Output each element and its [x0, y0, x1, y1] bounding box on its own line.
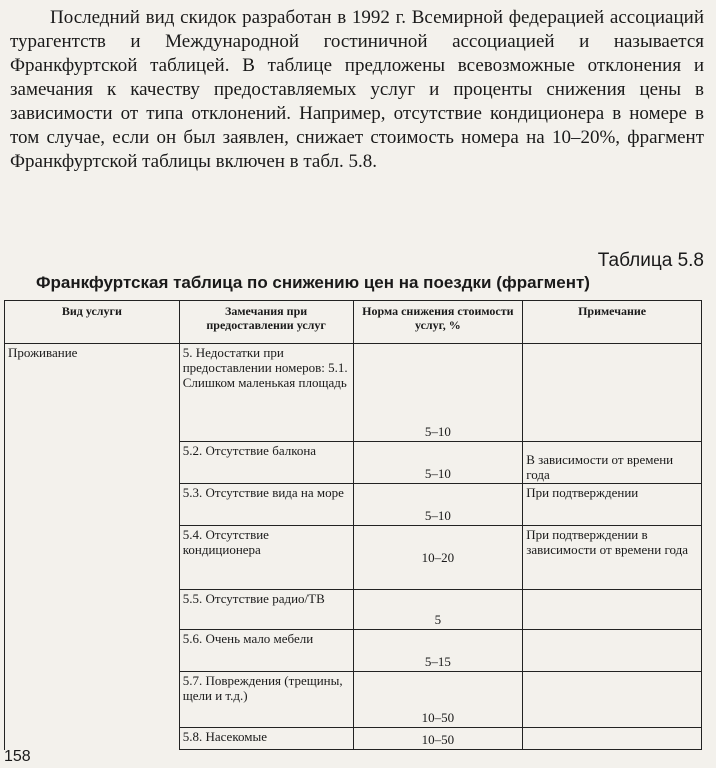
header-note: Примечание [523, 301, 702, 344]
note-cell [523, 630, 702, 672]
header-remarks: Замечания при предоставлении услуг [179, 301, 353, 344]
table-number: Таблица 5.8 [597, 250, 704, 271]
norm-cell: 10–20 [353, 526, 523, 590]
intro-paragraph: Последний вид скидок разработан в 1992 г. Всемирной федерацией ассоциаций турагентств и Международной гостиничной ассоциацией и называется Франкфуртской таблицей. В таблице предложены всевозможные отклонения и замечания к качеству предоставляемых услуг и проценты снижения цены в зависимости от типа отклонений. Например, отсутствие кондиционера в номере в том случае, если он был заявлен, снижает стоимость номера на 10–20%, фрагмент Франкфуртской таблицы включен в табл. 5.8. [10, 7, 704, 172]
page-number: 158 [4, 748, 31, 765]
norm-cell: 5–10 [353, 344, 523, 442]
note-cell: В зависимости от времени года [523, 442, 702, 484]
remark-cell: 5.5. Отсутствие радио/ТВ [179, 590, 353, 630]
norm-cell: 10–50 [353, 728, 523, 750]
remark-cell: 5.8. Насекомые [179, 728, 353, 750]
norm-cell: 5–15 [353, 630, 523, 672]
remark-cell: 5. Недостатки при предоставлении номеров: 5.1. Слишком маленькая площадь [179, 344, 353, 442]
table-title: Франкфуртская таблица по снижению цен на поездки (фрагмент) [36, 273, 590, 292]
table-row [5, 344, 702, 442]
norm-cell: 5–10 [353, 484, 523, 526]
note-cell: При подтверждении в зависимости от времени года [523, 526, 702, 590]
remark-cell: 5.4. Отсутствие кондиционера [179, 526, 353, 590]
norm-cell: 5–10 [353, 442, 523, 484]
remark-cell: 5.3. Отсутствие вида на море [179, 484, 353, 526]
frankfurt-table [4, 300, 702, 750]
note-cell [523, 728, 702, 750]
note-cell [523, 344, 702, 442]
norm-cell: 10–50 [353, 672, 523, 728]
note-cell [523, 590, 702, 630]
intro-text [10, 6, 704, 174]
note-cell: При подтверждении [523, 484, 702, 526]
remark-cell: 5.7. Повреждения (трещины, щели и т.д.) [179, 672, 353, 728]
remark-cell: 5.6. Очень мало мебели [179, 630, 353, 672]
norm-cell: 5 [353, 590, 523, 630]
note-cell [523, 672, 702, 728]
header-service: Вид услуги [5, 301, 180, 344]
header-norm: Норма снижения стоимости услуг, % [353, 301, 523, 344]
remark-cell: 5.2. Отсутствие балкона [179, 442, 353, 484]
service-type-cell: Проживание [5, 344, 180, 750]
table-header-row [5, 301, 702, 344]
